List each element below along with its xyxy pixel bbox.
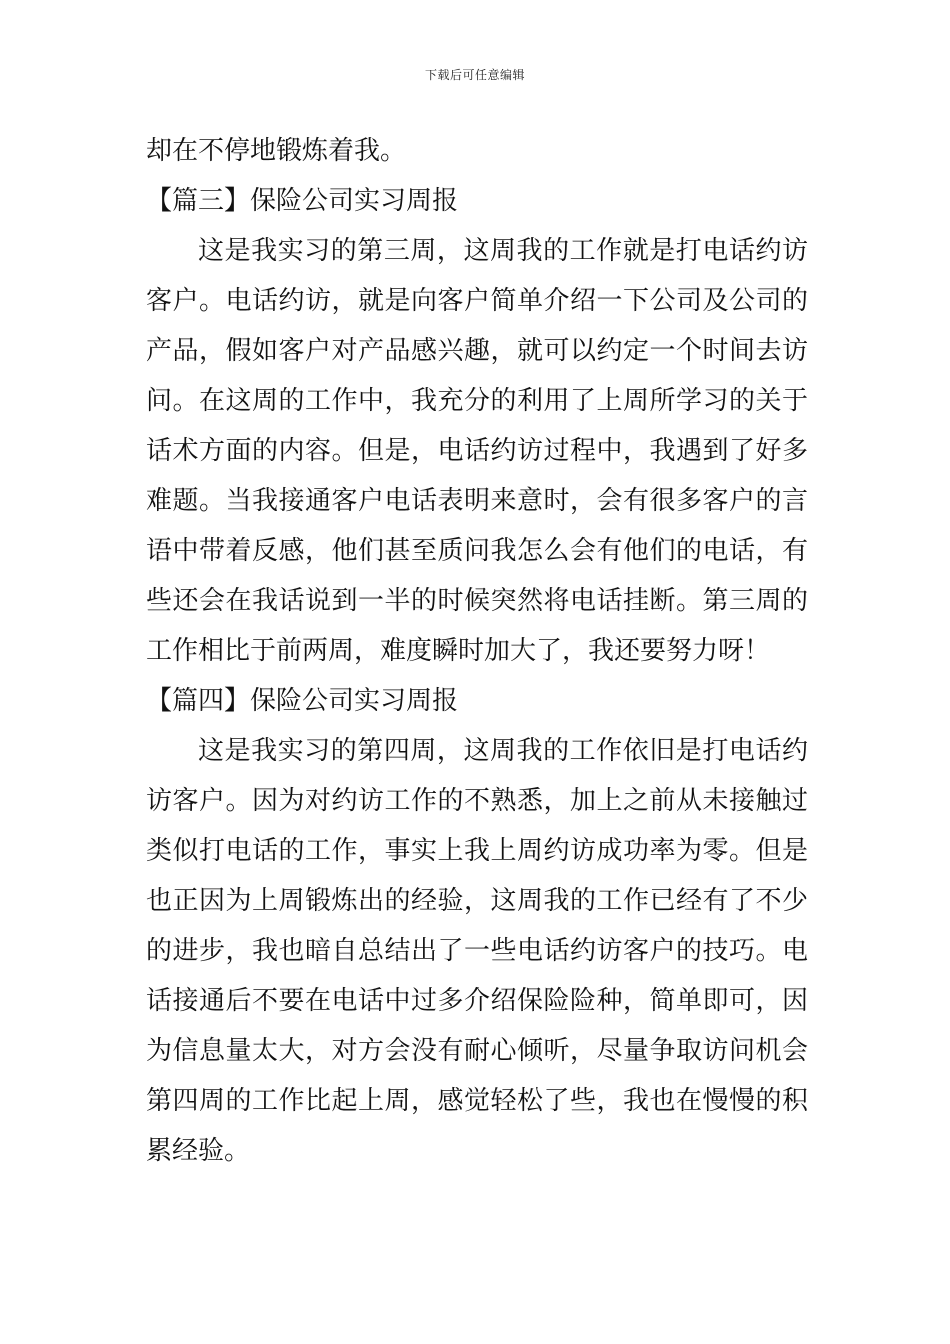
paragraph-line: 语中带着反感，他们甚至质问我怎么会有他们的电话，有 [146,536,808,566]
paragraph-line: 的进步，我也暗自总结出了一些电话约访客户的技巧。电 [146,936,808,966]
paragraph-line: 却在不停地锻炼着我。 [146,136,407,166]
paragraph-line: 产品，假如客户对产品感兴趣，就可以约定一个时间去访 [146,336,808,366]
paragraph-line: 难题。当我接通客户电话表明来意时，会有很多客户的言 [146,486,808,516]
paragraph-line: 些还会在我话说到一半的时候突然将电话挂断。第三周的 [146,586,808,616]
document-body [146,126,808,1176]
paragraph-line: 这是我实习的第三周，这周我的工作就是打电话约访 [198,236,808,266]
paragraph-line: 为信息量太大，对方会没有耐心倾听，尽量争取访问机会 [146,1036,808,1066]
paragraph-line: 也正因为上周锻炼出的经验，这周我的工作已经有了不少 [146,886,808,916]
section-heading-3: 【篇三】保险公司实习周报 [146,186,459,216]
paragraph-line: 类似打电话的工作，事实上我上周约访成功率为零。但是 [146,836,808,866]
paragraph-line: 这是我实习的第四周，这周我的工作依旧是打电话约 [198,736,808,766]
paragraph-line: 工作相比于前两周，难度瞬时加大了，我还要努力呀！ [146,636,771,666]
page-header: 下载后可任意编辑 [424,68,525,82]
section-heading-4: 【篇四】保险公司实习周报 [146,686,459,716]
paragraph-line: 话接通后不要在电话中过多介绍保险险种，简单即可，因 [146,986,808,1016]
paragraph-line: 问。在这周的工作中，我充分的利用了上周所学习的关于 [146,386,808,416]
paragraph-line: 话术方面的内容。但是，电话约访过程中，我遇到了好多 [146,436,808,466]
paragraph-line: 客户。电话约访，就是向客户简单介绍一下公司及公司的 [146,286,808,316]
paragraph-line: 访客户。因为对约访工作的不熟悉，加上之前从未接触过 [146,786,808,816]
paragraph-line: 第四周的工作比起上周，感觉轻松了些，我也在慢慢的积 [146,1086,808,1116]
paragraph-line: 累经验。 [146,1136,251,1166]
